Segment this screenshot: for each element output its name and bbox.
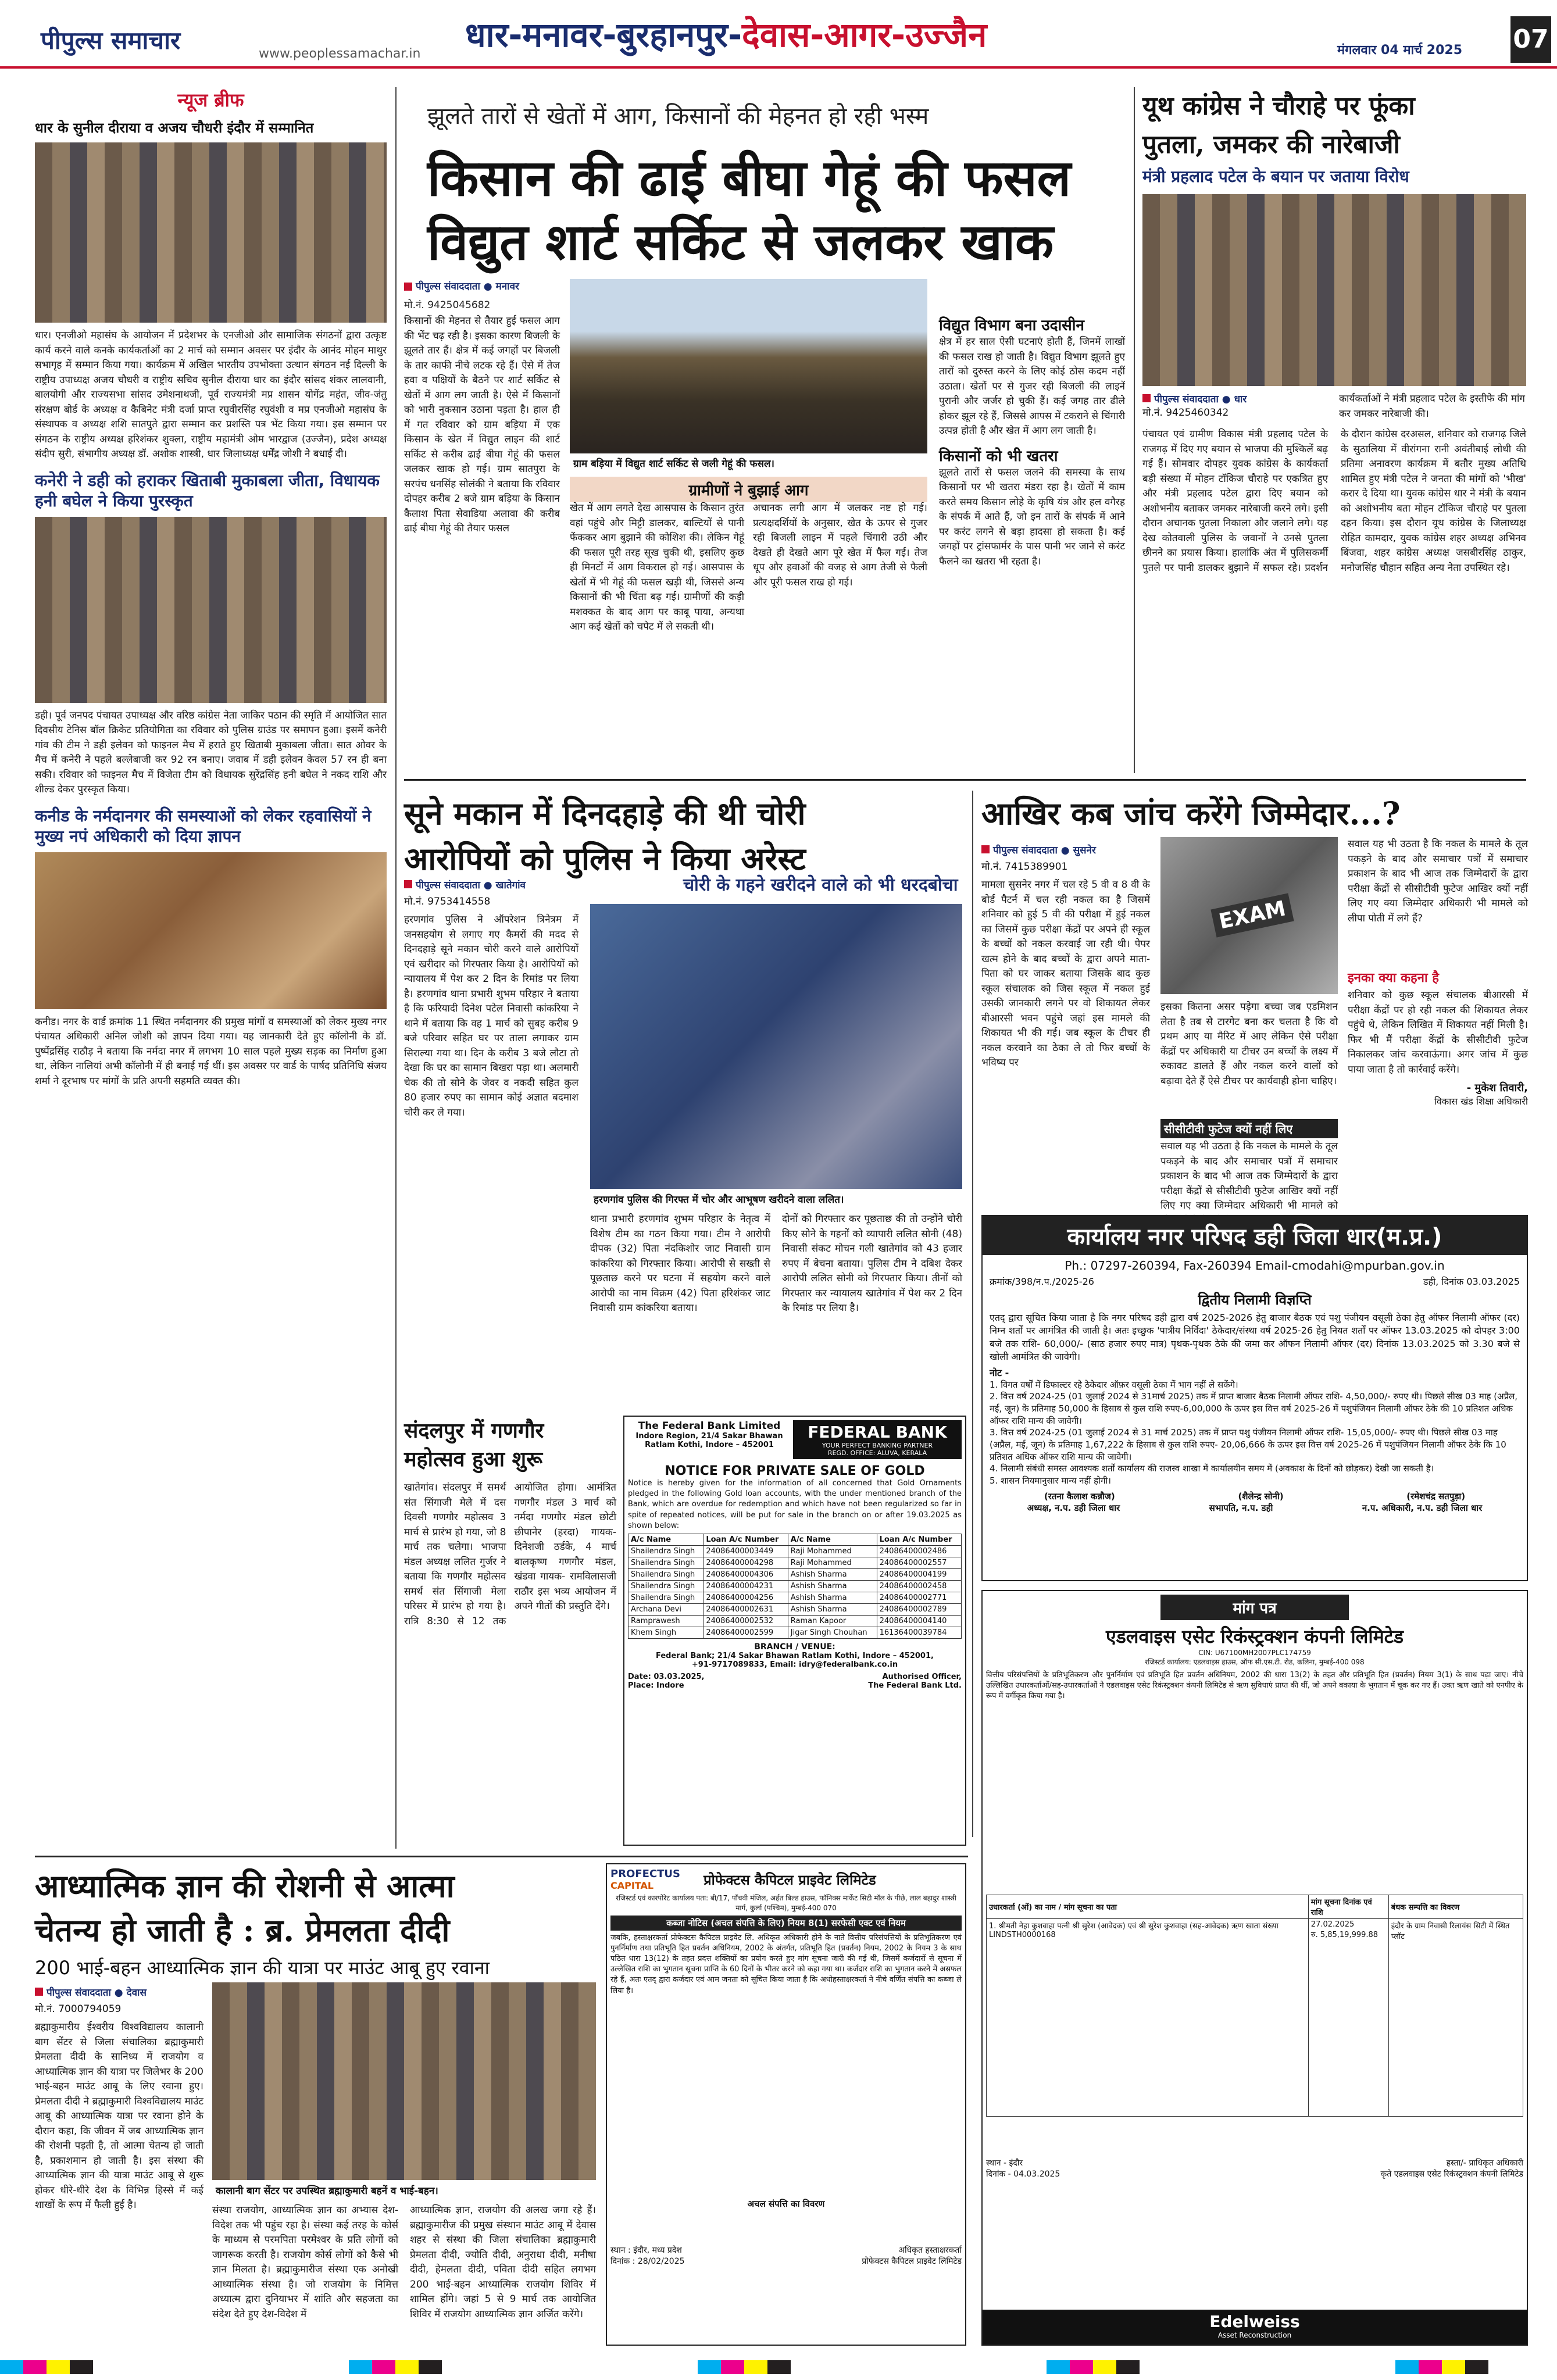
youth-headline-1: यूथ कांग्रेस ने चौराहे पर फूंका — [1142, 91, 1415, 121]
table-row — [628, 1592, 962, 1603]
exam-byline-text: पीपुल्स संवाददाता ● सुसनेर — [993, 845, 1096, 856]
theft-headline-1: सूने मकान में दिनदहाड़े की थी चोरी — [404, 795, 806, 832]
section-title-right: देवास-आगर-उज्जैन — [742, 15, 987, 55]
theft-headline-2: आरोपियों को पुलिस ने किया अरेस्ट — [404, 840, 806, 877]
spiritual-headline-1: आध्यात्मिक ज्ञान की रोशनी से आत्मा — [35, 1867, 455, 1904]
table-cell: Raji Mohammed — [788, 1545, 877, 1557]
gangaur-body: खातेगांव। संदलपुर में समर्थ संत सिंगाजी मेले में दस दिवसी गणगौर महोत्सव 3 मार्च से प्रारंभ हो गया, जो 8 मार्च तक चलेगा। भाजपा मंडल अध्यक्ष ललित गुर्जर ने बताया कि गणगौर महोत्सव समर्थ संत सिंगाजी मेला परिसर में प्रारंभ हो गया है। रात्रि 8:30 से 12 तक आयोजित होगा। आमंत्रित गणगौर मंडल 3 मार्च को नर्मदा गणगौर मंडल छोटी छीपानेर (हरदा) गायक- दिनेशजी ठर्डके, 4 मार्च बालकृष्ण गणगौर मंडल, खंडवा गायक- रामविलासजी राठौर इस भव्य आयोजन में अपने गीतों की प्रस्तुति देंगे। — [404, 1482, 616, 1627]
spiritual-body1: ब्रह्माकुमारीय ईश्वरीय विश्वविद्यालय कालानी बाग सेंटर से जिला संचालिका ब्रह्माकुमारी प्रेमलता दीदी के सानिध्य में राजयोग व आध्यात्मिक ज्ञान की यात्रा पर जिलेभर के 200 भाई-बहन माउंट आबू के लिए रवाना हुए। प्रेमलता दीदी ने ब्रह्माकुमारी विश्वविद्यालय माउंट आबू की आध्यात्मिक यात्रा पर रवाना होने के दौरान कहा, कि जीवन में जब आध्यात्मिक ज्ञान की रोशनी पड़ती है, तो आत्मा चेतन्य हो जाती है, प्रकाशमान हो जाती है। इस संस्था की आध्यात्मिक ज्ञान की यात्रा माउंट आबू से शुरू होकर धीरे-धीरे देश के विभिन्न हिस्से में कई शाखों के रूप में फैली हुई है। — [35, 2021, 203, 2211]
table-row — [628, 1603, 962, 1615]
table-cell — [1308, 1919, 1388, 2117]
youth-headline-2: पुतला, जमकर की नारेबाजी — [1142, 130, 1400, 159]
table-cell: Shailendra Singh — [628, 1568, 703, 1580]
gangaur-headline-2: महोत्सव हुआ शुरू — [404, 1447, 543, 1471]
brief-item1-photo — [35, 142, 387, 323]
brief-item2-body: डही। पूर्व जनपद पंचायत उपाध्यक्ष और वरिष्ठ कांग्रेस नेता जाकिर पठान की स्मृति में आयोजित सात दिवसीय टेनिस बॉल क्रिकेट प्रतियोगिता का रविवार को पुलिस ग्राउंड पर समापन हुआ। इसमें कनेरी गांव की टीम ने डही इलेवन को फाइनल मैच में हराते हुए खिताबी मुकाबला जीता। सात ओवर के मैच में कनेरी ने पहले बल्लेबाजी कर 92 रन बनाए। जवाब में डही इलेवन केवल 57 रन ही बना सकी। रविवार को फाइनल मैच में विजेता टीम को विधायक सुरेंद्रसिंह हनी बघेल ने नकद राशि और शील्ड देकर पुरस्कृत किया। — [35, 709, 387, 795]
table-header: मांग सूचना दिनांक एवं राशि — [1308, 1895, 1388, 1919]
federal-regd: REGD. OFFICE: ALUVA, KERALA — [827, 1449, 927, 1457]
federal-contact[interactable]: +91-9717089833, Email: idry@federalbank.co.in — [691, 1660, 898, 1669]
dahi-title: कार्यालय नगर परिषद डही जिला धार(म.प्र.) — [983, 1216, 1527, 1255]
table-cell: Shailendra Singh — [628, 1557, 703, 1568]
lead-box-head: ग्रामीणों ने बुझाई आग — [570, 477, 927, 502]
table-cell: 24086400002631 — [703, 1603, 788, 1615]
dahi-role: सभापति, न.प. डही — [1209, 1502, 1273, 1513]
youth-photo — [1142, 194, 1526, 386]
website[interactable]: www.peoplessamachar.in — [259, 47, 421, 61]
theft-byline-text: पीपुल्स संवाददाता ● खातेगांव — [416, 880, 526, 891]
table-cell: Raman Kapoor — [788, 1615, 877, 1627]
dahi-note: नोट - — [990, 1367, 1009, 1378]
table-row — [628, 1615, 962, 1627]
spiritual-subhead: 200 भाई-बहन आध्यात्मिक ज्ञान की यात्रा पर माउंट आबू हुए रवाना — [35, 1957, 490, 1979]
table-cell: 24086400002486 — [877, 1545, 961, 1557]
table-cell: 24086400004298 — [703, 1557, 788, 1568]
lead-body-col2: खेत में आग लगते देख आसपास के किसान तुरंत वहां पहुंचे और मिट्टी डालकर, बाल्टियों से पानी फेंककर आग बुझाने की कोशिश की। लेकिन गेहूं की फसल पूरी तरह सूख चुकी थी, इसलिए कुछ ही मिनटों में आग विकराल हो गई। आसपास के खेतों में भी गेहूं की फसल खड़ी थी, जिससे अन्य किसानों की भी चिंता बढ़ गई। ग्रामीणों की कड़ी मशक्कत के बाद आग पर काबू पाया, अन्यथा आग कई खेतों को चपेट में ले सकती थी। — [570, 502, 744, 632]
federal-logo-text: FEDERAL BANK — [808, 1423, 947, 1442]
brief-item3-body: कनीड। नगर के वार्ड क्रमांक 11 स्थित नर्मदानगर की प्रमुख मांगों व समस्याओं को लेकर मुख्य नगर पंचायत अधिकारी अनिल जोशी को ज्ञापन दिया गया। यह जानकारी देते हुए कॉलोनी के डॉ. पुष्पेंद्रसिंह राठौड़ ने बताया कि नर्मदा नगर में लगभग 10 साल पहले मुख्य सड़क का निर्माण हुआ था, लेकिन नालियां अभी कॉलोनी में ही बनाई गई थीं। इस अवसर पर वार्ड के पार्षद प्रतिनिधि संजय शर्मा ने दूरभाष पर मांगों के प्रति अपनी सहमति व्यक्त की। — [35, 1016, 387, 1087]
profectus-schedule-head: अचल संपत्ति का विवरण — [747, 2198, 825, 2209]
table-header: Loan A/c Number — [703, 1534, 788, 1545]
lead-side-body: क्षेत्र में हर साल ऐसी घटनाएं होती हैं, जिनमें लाखों की फसल राख हो जाती है। विद्युत विभाग झूलते हुए तारों को दुरुस्त करने के लिए कोई ठोस कदम नहीं उठाता। खेतों पर से गुजर रही बिजली की लाइनें पुरानी और जर्जर हो चुकी हैं। कई जगह तार ढीले होकर झूल रहे हैं, जिससे आपस में टकराने से चिंगारी उत्पन्न होती है और खेत में आग लग जाती है। — [939, 336, 1125, 437]
table-cell: 24086400002458 — [877, 1580, 961, 1592]
profectus-title: प्रोफेक्टस कैपिटल प्राइवेट लिमिटेड — [703, 1871, 876, 1888]
table-cell: 24086400002771 — [877, 1592, 961, 1603]
exam-photo — [1160, 837, 1338, 994]
profectus-sign2: प्रोफेक्टस कैपिटल प्राइवेट लिमिटेड — [862, 2256, 962, 2266]
dahi-item: 3. वित्त वर्ष 2024-25 (01 जुलाई 2024 से 31 मार्च 2025) तक में प्राप्त पशु पंजीयन निलामी ऑफर राशि- 15,05,000/- रुपए थी। पिछले सीख 03 माह (अप्रैल, मई, जून) के प्रतिमाह 1,67,222 के हिसाब से कुल राशि रुपए- 20,06,666 के ऊपर इस वित्त वर्ष 2025-26 में पशुपंजियन निलामी ऑफर ठेके कि 10 प्रतिशत अधिक ऑफर राशि मान्य की जावेगी। — [990, 1427, 1506, 1462]
federal-notice-title: NOTICE FOR PRIVATE SALE OF GOLD — [665, 1464, 925, 1478]
profectus-notice-body: जबकि, हस्ताक्षरकर्ता प्रोफेक्टस कैपिटल प्राइवेट लि. अधिकृत अधिकारी होने के नाते वित्तीय परिसंपत्तियों के प्रतिभूतिकरण एवं पुनर्निर्माण तथा प्रतिभूति हित प्रवर्तन अधिनियम, 2002 के अंतर्गत, प्रतिभूति हित (प्रवर्तन) नियम, 2002 के नियम 3 के साथ पठित धारा 13(12) के तहत प्रदत्त शक्तियों का प्रयोग करते हुए मांग सूचना जारी की गई थी, जिसमें कर्जदारों से सूचना में उल्लेखित राशि का भुगतान सूचना प्राप्ति के 60 दिनों के भीतर करने को कहा गया था। कर्जदार राशि का भुगतान करने में असफल रहे हैं, अतः एतद् द्वारा कर्जदार एवं आम जनता को सूचित किया जाता है कि अधोहस्ताक्षरकर्ता ने नीचे वर्णित संपत्ति का कब्जा ले लिया है। — [610, 1933, 962, 1995]
lead-mobile: मो.नं. 9425045682 — [404, 299, 491, 311]
edelweiss-notice-date: 27.02.2025 — [1310, 1920, 1355, 1929]
lead-photo-caption: ग्राम बड़िया में विद्युत शार्ट सर्किट से जली गेहूं की फसल। — [570, 455, 927, 471]
youth-body: पंचायत एवं ग्रामीण विकास मंत्री प्रहलाद पटेल के राजगढ़ में दिए गए बयान से भाजपा की मुश्किलें बढ़ गई हैं। सोमवार दोपहर युवक कांग्रेस के कार्यकर्ता बड़ी संख्या में मोहन टॉकिज चौराहे पर एकत्रित हुए और मंत्री प्रहलाद पटेल द्वारा दिए बयान को अशोभनीय बताकर जमकर नारेबाजी करने लगे। इसी दौरान अचानक पुतला निकाला और जलाने लगे। यह देख कोतवाली पुलिस के जवानों ने उनसे पुतला छीनने का प्रयास किया। हालांकि अंत में पुलिसकर्मी पुतले पर पानी डालकर बुझाने में सफल रहे। प्रदर्शन के दौरान कांग्रेस दरअसल, शनिवार को राजगढ़ जिले के सुठालिया में वीरांगना रानी अवंतीबाई लोधी की प्रतिमा अनावरण कार्यक्रम में बतौर मुख्य अतिथि शामिल हुए मंत्री पटेल ने जनता की मांगों को 'भीख' करार दे दिया था। युवक कांग्रेस धार ने मंत्री के बयान को अशोभनीय बता मोहन टॉकिज चौराहे पर पुतला दहन किया। इस दौरान यूथ कांग्रेस के जिलाध्यक्ष रोहित कामदार, युवक कांग्रेस शहर अध्यक्ष अभिनव बिंजवा, शहर कांग्रेस अध्यक्ष जसबीरसिंह ठाकुर, मनोजसिंह चौहान सहित अन्य नेता उपस्थित रहे। — [1142, 428, 1526, 574]
lead-byline-text: पीपुल्स संवाददाता ● मनावर — [416, 281, 519, 292]
edelweiss-notice — [981, 1590, 1528, 2346]
lead-side-head: विद्युत विभाग बना उदासीन — [939, 317, 1084, 334]
flag-icon — [35, 1988, 43, 1996]
spiritual-body3: आध्यात्मिक ज्ञान, राजयोग की अलख जगा रहे हैं। ब्रह्माकुमारीज की प्रमुख संस्थान माउंट आबू में देवास शहर से संस्था की जिला संचालिका ब्रह्माकुमारी प्रेमलता दीदी, ज्योति दीदी, अनुराधा दीदी, मनीषा दीदी, हेमलता दीदी, पविता दीदी सहित लगभग 200 भाई-बहन आध्यात्मिक राजयोग शिविर में शामिल होंगे। जहां 5 से 9 मार्च तक आयोजित शिविर में राजयोग आध्यात्मिक ज्ञान अर्जित करेंगे। — [410, 2204, 596, 2320]
table-cell: Shailendra Singh — [628, 1580, 703, 1592]
youth-byline — [1142, 392, 1329, 405]
spiritual-story — [35, 1863, 599, 2340]
table-cell: 24086400004231 — [703, 1580, 788, 1592]
dahi-sig: (रतना कैलाश कन्नौज) — [1044, 1491, 1115, 1502]
lead-story — [404, 81, 1128, 773]
dahi-item: 1. विगत वर्षों में डिफाल्टर रहे ठेकेदार ऑफ़र वसूली ठेका में भाग नहीं ले सकेंगे। — [990, 1379, 1238, 1390]
dahi-item: 5. शासन नियमानुसार मान्य नहीं होगी। — [990, 1475, 1111, 1486]
table-cell: Archana Devi — [628, 1603, 703, 1615]
gangaur-headline-1: संदलपुर में गणगौर — [404, 1418, 544, 1443]
paper-logo[interactable] — [41, 23, 180, 56]
print-color-strip — [0, 2360, 1557, 2374]
issue-date: मंगलवार 04 मार्च 2025 — [1337, 43, 1463, 58]
exam-quote-role: विकास खंड शिक्षा अधिकारी — [1434, 1096, 1528, 1107]
dahi-ref: क्रमांक/398/न.प./2025-26 — [990, 1276, 1094, 1287]
table-row — [987, 1919, 1523, 2117]
profectus-place: स्थान : इंदौर, मध्य प्रदेश — [610, 2245, 682, 2255]
lead-kicker: झूलते तारों से खेतों में आग, किसानों की मेहनत हो रही भस्म — [427, 103, 929, 130]
flag-icon — [404, 880, 412, 888]
theft-photo — [590, 904, 962, 1189]
exam-headline: आखिर कब जांच करेंगे जिम्मेदार...? — [981, 795, 1401, 832]
federal-sign2: The Federal Bank Ltd. — [868, 1681, 962, 1690]
news-brief — [35, 87, 387, 1866]
table-cell: Ashish Sharma — [788, 1568, 877, 1580]
dahi-sig: (शैलेन्द्र सोनी) — [1238, 1491, 1284, 1502]
table-header: Loan A/c Number — [877, 1534, 961, 1545]
table-row — [628, 1557, 962, 1568]
exam-body3-cont: सवाल यह भी उठता है कि नकल के मामले के तूल पकड़ने के बाद और समाचार पत्रों में समाचार प्रकाशन के बाद भी आज तक जिम्मेदारों के द्वारा परीक्षा केंद्रों से सीसीटीवी फुटेज आखिर क्यों नहीं लिए गए क्या जिम्मेदार अधिकारी भी मामले को लीपा पोती में लगे हैं? — [1348, 838, 1528, 924]
flag-icon — [1142, 394, 1151, 402]
table-cell: Shailendra Singh — [628, 1545, 703, 1557]
federal-name: The Federal Bank Limited — [638, 1420, 781, 1432]
table-cell: 24086400002789 — [877, 1603, 961, 1615]
spiritual-mobile: मो.नं. 7000794059 — [35, 2003, 122, 2015]
federal-notice-text: Notice is hereby given for the information of all concerned that Gold Ornaments pledged in the following Gold loan accounts, with the under mentioned branch of the Bank, which are overdue for redemption and which have not been regularized so far in spite of repeated notices, will be put for sale in the branch on or after 19.03.2025 as shown below: — [628, 1479, 962, 1530]
spiritual-byline — [35, 1985, 147, 1999]
dahi-item: 4. निलामी संबंधी समस्त आवश्यक शर्तों कार्यालय की राजस्व शाखा में कार्यालयीन समय में (अवकाश के दिनों को छोड़कर) देखी जा सकती है। — [990, 1463, 1434, 1474]
spiritual-photo-caption: कालानी बाग सेंटर पर उपस्थित ब्रह्माकुमारी बहनें व भाई-बहन। — [212, 2182, 596, 2199]
theft-body3: दोनों को गिरफ्तार कर पूछताछ की तो उन्होंने चोरी किए सोने के गहनों को व्यापारी ललित सोनी (48) निवासी संकट मोचन गली खातेगांव को 43 हजार रुपए में बेचना बताया। पुलिस टीम ने दबिश देकर आरोपी ललित सोनी को गिरफ्तार किया। तीनों को गिरफ्तार कर न्यायालय खातेगांव में पेश कर 2 दिन के रिमांड पर लिया है। — [782, 1213, 962, 1314]
table-cell: Ramprawesh — [628, 1615, 703, 1627]
lead-side-box — [939, 314, 1125, 767]
federal-logo — [793, 1420, 962, 1459]
dahi-role: अध्यक्ष, न.प. डही जिला धार — [1027, 1502, 1120, 1513]
youth-byline-text: पीपुल्स संवाददाता ● धार — [1154, 394, 1247, 405]
dahi-intro: एतद् द्वारा सूचित किया जाता है कि नगर परिषद डही द्वारा वर्ष 2025-2026 हेतु बाजार बैठक एवं पशु पंजीयन वसूली ठेका हेतु ऑफर निलामी ऑफर (दर) निम्न शर्तों पर आमंत्रित की जाती है। अतः इच्छुक 'पात्रीय निर्विदा' ठेकेदार/संस्था वर्ष 2025-26 हेतु नियत शर्तों पर ऑफर 13.03.2025 को दोपहर 3:00 बजे तक राशि- 60,000/- (साठ हजार रुपए मात्र) पृथक-पृथक ठेके की जमा कर ऑफन निलामी ऑफर (दर) दिनांक 13.03.2025 को 3.30 बजे से खोली आमंत्रित की जावेगी। — [990, 1312, 1520, 1363]
edelweiss-body: वित्तीय परिसंपत्तियों के प्रतिभूतिकरण और पुनर्निर्माण एवं प्रतिभूति हित प्रवर्तन अधिनियम, 2002 की धारा 13(2) के तहत और प्रतिभूति हित (प्रवर्तन) नियम 3(1) के साथ पढ़ा जाए। नीचे उल्लिखित उधारकर्ताओं/सह-उधारकर्ताओं ने एडलवाइस एसेट रिकंस्ट्रक्शन कंपनी लिमिटेड से ऋण सुविधाएं प्राप्त की थीं, जो अपने बकाया के भुगतान में चूक कर गए हैं। उक्त ऋण खाते को एनपीए के रूप में वर्गीकृत किया गया है। — [986, 1671, 1523, 1701]
youth-intro: कार्यकर्ताओं ने मंत्री प्रहलाद पटेल के इस्तीफे की मांग कर जमकर नारेबाजी की। — [1339, 393, 1525, 420]
edelweiss-footer — [983, 2310, 1527, 2345]
exam-quote-head: इनका क्या कहना है — [1348, 971, 1439, 985]
dahi-item: 2. वित्त वर्ष 2024-25 (01 जुलाई 2024 से 31मार्च 2025) तक में प्राप्त बाजार बैठक निलामी ऑफर राशि- 4,50,000/- रुपए थी। पिछले सीख 03 माह (अप्रैल, मई, जून) के प्रतिमाह 50,000 के हिसाब से कुल राशि रुपए-6,00,000 के ऊपर इस वित्त वर्ष 2025-26 में पशुपंजियन निलामी ऑफर ठेके की 10 प्रतिशत अधिक ऑफर राशि मान्य की जावेगी। — [990, 1391, 1518, 1426]
theft-body1: हरणगांव पुलिस ने ऑपरेशन त्रिनेत्रम में जनसहयोग से लगाए गए कैमरों की मदद से दिनदहाड़े सूने मकान चोरी करने वाले आरोपियों एवं खरीदार को गिरफ्तार किया है। आरोपियों को न्यायालय में पेश कर 2 दिन के रिमांड पर लिया है। हरणगांव थाना प्रभारी शुभम परिहार ने बताया है कि फरियादी दिनेश पटेल निवासी कांकरिया ने थाने में बताया कि वह 1 मार्च को सुबह करीब 9 बजे परिवार सहित घर पर ताला लगाकर ग्राम सिराल्या गया था। दिन के करीब 3 बजे लौटा तो देखा कि घर का सामान बिखरा पड़ा था। अलमारी चेक की तो सोने के जेवर व नकदी सहित कुल 80 हजार रुपए का सामान कोई अज्ञात बदमाश चोरी कर ले गया। — [404, 914, 578, 1118]
column-divider — [1134, 87, 1135, 773]
spiritual-body2: संस्था राजयोग, आध्यात्मिक ज्ञान का अभ्यास देश-विदेश तक भी पहुंच रहा है। संस्था कई तरह के कोर्स के माध्यम से परमपिता परमेश्वर के प्रति लोगों को जागरूक करती है। राजयोग कोर्स लोगों को कैसे भी ज्ञान मिलता है। ब्रह्माकुमारीज संस्था एक अनोखी आध्यात्मिक संस्था है। जो राजयोग के निमित्त अध्यात्म द्वारा दुनियाभर में शांति और सहजता का संदेश देते हुए देश-विदेश में — [212, 2204, 398, 2320]
edelweiss-table — [986, 1895, 1523, 2117]
brief-item1-body: धार। एनजीओ महासंघ के आयोजन में प्रदेशभर के एनजीओ और सामाजिक संगठनों द्वारा उत्कृष्ट कार्य करने वाले कनके कार्यकर्ताओं का 2 मार्च को सम्मान अवसर पर इंदौर के आनंद मोहन माथुर सभागृह में सम्मान किया गया। कार्यक्रम में अखिल भारतीय उपभोक्ता उत्थान संगठन नई दिल्ली के राष्ट्रीय उपाध्यक्ष अजय चौधरी व राष्ट्रीय सचिव सुनील दीराया धार का इंदौर सांसद शंकर लालवानी, बालयोगी और राज्यसभा सांसद उमेशनाथजी, पूर्व राज्यमंत्री मप्र शासन योगेंद्र महंत, जीव-जंतु संरक्षण बोर्ड के अध्यक्ष व कैबिनेट मंत्री दर्जा प्राप्त रघुवीरसिंह रघुवंशी व मप्र एनजीओ महासंघ के संस्थापक व अध्यक्ष शशि सातपुते द्वारा सम्मान कर प्रशस्ति पत्र भेंट किया गया। इस सम्मान पर संगठन के राष्ट्रीय अध्यक्ष हरिशंकर शुक्ला, राष्ट्रीय महामंत्री ओम भारद्वाज (उज्जैन), प्रदेश अध्यक्ष संदीप सुरी, संभागीय अध्यक्ष डॉ. अशोक शास्त्री, धार जिलाध्यक्ष धर्मेंद्र जोशी ने बधाई दी। — [35, 330, 387, 460]
spiritual-headline-2: चेतन्य हो जाती है : ब्र. प्रेमलता दीदी — [35, 1911, 450, 1949]
youth-story — [1142, 87, 1526, 773]
exam-quote-name: - मुकेश तिवारी, — [1466, 1082, 1528, 1094]
table-header: A/c Name — [788, 1534, 877, 1545]
table-header: A/c Name — [628, 1534, 703, 1545]
dahi-date: डही, दिनांक 03.03.2025 — [1423, 1276, 1520, 1287]
section-rule — [404, 779, 1526, 781]
profectus-logo-top: PROFECTUS — [610, 1868, 681, 1880]
exam-body2: इसका कितना असर पड़ेगा बच्चा जब एडमिशन लेता है तब से टारगेट बना कर चलता है कि वो प्रथम आए या मैरिट में आए लेकिन ऐसे परीक्षा केंद्रों पर अधिकारी या टीचर उन बच्चों के लक्ष्य में रुकावट डालते हैं और नकल करने वालों को बढ़ावा देते हैं ऐसे टीचर पर कार्यवाही होना चाहिए। — [1160, 1001, 1338, 1087]
federal-date: Date: 03.03.2025, — [628, 1672, 705, 1681]
table-cell: 24086400002557 — [877, 1557, 961, 1568]
federal-table — [628, 1534, 962, 1639]
exam-story — [981, 791, 1528, 1212]
exam-box-head: सीसीटीवी फुटेज क्यों नहीं लिए — [1160, 1119, 1338, 1138]
brief-label — [35, 87, 387, 112]
table-cell: Ashish Sharma — [788, 1592, 877, 1603]
federal-notice — [623, 1416, 966, 1846]
edelweiss-cin: CIN: U67100MH2007PLC174759 — [1198, 1649, 1311, 1657]
lead-side-head2: किसानों को भी खतरा — [939, 447, 1058, 465]
brief-item2-head: कनेरी ने डही को हराकर खिताबी मुकाबला जीता, विधायक हनी बघेल ने किया पुरस्कृत — [35, 470, 380, 510]
edelweiss-address: रजिस्टर्ड कार्यालय: एडलवाइस हाउस, ऑफ सी.एस.टी. रोड, कलिना, मुम्बई-400 098 — [1145, 1658, 1365, 1666]
dahi-heading: द्वितीय निलामी विज्ञप्ति — [1198, 1292, 1312, 1308]
edelweiss-logo: Edelweiss — [1209, 2312, 1300, 2331]
edelweiss-sign: हस्ता/- प्राधिकृत अधिकारी — [1446, 2159, 1523, 2168]
lead-headline-2: विद्युत शार्ट सर्किट से जलकर खाक — [427, 213, 1054, 271]
section-title — [465, 10, 987, 56]
brief-label-text: न्यूज ब्रीफ — [177, 89, 244, 111]
lead-body-col2b: अचानक लगी आग में जलकर नष्ट हो गई। प्रत्यक्षदर्शियों के अनुसार, खेत के ऊपर से गुजर रही बिजली लाइन में पहले चिंगारी उठी और देखते ही देखते आग पूरे खेत में फैल गई। तेज धूप और हवाओं की वजह से आग तेजी से फैली और पूरी फसल राख हो गई। — [753, 502, 927, 588]
profectus-date: दिनांक : 28/02/2025 — [610, 2256, 685, 2266]
dahi-role: न.प. अधिकारी, न.प. डही जिला धार — [1362, 1502, 1483, 1513]
exam-photo-label: EXAM — [1210, 893, 1294, 937]
profectus-logo-bottom: CAPITAL — [610, 1880, 654, 1891]
lead-side-body2: झूलते तारों से फसल जलने की समस्या के साथ किसानों पर भी खतरा मंडरा रहा है। खेतों में काम करते समय किसान लोहे के कृषि यंत्र और हल वगैरह के संपर्क में आते हैं, जो इन तारों के संपर्क में आने पर करंट लगने से बड़ा हादसा हो सकता है। कई जगहों पर ट्रांसफार्मर के पास पानी भर जाने से करंट फैलने का खतरा भी रहता है। — [939, 466, 1125, 567]
column-divider — [972, 791, 973, 1837]
table-cell: 24086400003449 — [703, 1545, 788, 1557]
table-cell: 24086400002532 — [703, 1615, 788, 1627]
youth-subhead: मंत्री प्रहलाद पटेल के बयान पर जताया विरोध — [1142, 167, 1409, 186]
exam-byline — [981, 843, 1096, 856]
edelweiss-place: स्थान - इंदौर — [986, 2159, 1023, 2168]
table-cell: 1. श्रीमती नेहा कुशवाहा पत्नी श्री सुरेश (आवेदक) एवं श्री सुरेश कुशवाहा (सह-आवेदक) ऋण खाता संख्या LINDSTH0000168 — [987, 1919, 1309, 2117]
dahi-notice — [981, 1215, 1528, 1581]
table-row — [628, 1545, 962, 1557]
table-row — [628, 1568, 962, 1580]
theft-photo-caption: हरणगांव पुलिस की गिरफ्त में चोर और आभूषण खरीदने वाला ललित। — [590, 1191, 962, 1207]
lead-headline-1: किसान की ढाई बीघा गेहूं की फसल — [427, 149, 1071, 208]
dahi-sig: (रमेशचंद्र सतपुड़ा) — [1406, 1491, 1466, 1502]
table-cell: 24086400004199 — [877, 1568, 961, 1580]
gangaur-story — [404, 1416, 616, 1846]
edelweiss-sign2: कृते एडलवाइस एसेट रिकंस्ट्रक्शन कंपनी लिमिटेड — [1380, 2170, 1523, 2179]
profectus-notice — [606, 1863, 966, 2346]
table-header: उधारकर्ता (ओं) का नाम / मांग सूचना का पता — [987, 1895, 1309, 1919]
federal-tagline: YOUR PERFECT BANKING PARTNER — [822, 1442, 933, 1449]
exam-quote: शनिवार को कुछ स्कूल संचालक बीआरसी में परीक्षा केंद्रों पर हो रही नकल की शिकायत लेकर पहुंचे थे, लेकिन लिखित में शिकायत नहीं मिली है। फिर भी मैं परीक्षा केंद्रों के सीसीटीवी फुटेज निकालकर जांच करवाऊंगा। अगर जांच में कुछ पाया जाता है तो कार्रवाई करेंगे। — [1348, 989, 1528, 1075]
table-cell: 24086400004140 — [877, 1615, 961, 1627]
masthead — [0, 0, 1557, 69]
theft-body2: थाना प्रभारी हरणगांव शुभम परिहार के नेतृत्व में विशेष टीम का गठन किया गया। टीम ने आरोपी दीपक (32) पिता नंदकिशोर जाट निवासी ग्राम कांकरिया को गिरफ्तार किया। आरोपी से सख्ती से पूछताछ करने पर घटना में सहयोग करने वाले आरोपी का नाम विक्रम (42) पिता हरिशंकर जाट निवासी ग्राम कांकरिया बताया। — [590, 1213, 770, 1314]
edelweiss-notice-amount: रु. 5,85,19,999.88 — [1310, 1931, 1379, 1939]
table-cell: Shailendra Singh — [628, 1592, 703, 1603]
spiritual-byline-text: पीपुल्स संवाददाता ● देवास — [47, 1987, 147, 1999]
youth-mobile: मो.नं. 9425460342 — [1142, 407, 1229, 419]
dahi-contact: Ph.: 07297-260394, Fax-260394 Email-cmodahi@mpurban.gov.in — [1065, 1259, 1445, 1273]
theft-byline — [404, 878, 526, 891]
edelweiss-logo-sub: Asset Reconstruction — [1217, 2331, 1292, 2339]
table-header: बंधक सम्पत्ति का विवरण — [1388, 1895, 1523, 1919]
theft-mobile: मो.नं. 9753414558 — [404, 896, 491, 907]
flag-icon — [981, 845, 990, 853]
paper-name: पीपुल्स समाचार — [41, 26, 181, 55]
brief-item3-photo — [35, 852, 387, 1009]
brief-item1-head: धार के सुनील दीराया व अजय चौधरी इंदौर में सम्मानित — [35, 120, 314, 136]
table-cell: इंदौर के ग्राम निवासी रिलायंस सिटी में स्थित प्लॉट — [1388, 1919, 1523, 2117]
federal-address: Indore Region, 21/4 Sakar Bhawan Ratlam Kothi, Indore – 452001 — [635, 1432, 783, 1449]
exam-body3: सवाल यह भी उठता है कि नकल के मामले के तूल पकड़ने के बाद और समाचार पत्रों में समाचार प्रकाशन के बाद भी आज तक जिम्मेदारों के द्वारा परीक्षा केंद्रों से सीसीटीवी फुटेज आखिर क्यों नहीं लिए गए क्या जिम्मेदार अधिकारी भी मामले को — [1160, 1141, 1338, 1212]
spiritual-photo — [212, 1982, 596, 2180]
theft-subhead: चोरी के गहने खरीदने वाले को भी धरदबोचा — [683, 875, 958, 895]
edelweiss-title: एडलवाइस एसेट रिकंस्ट्रक्शन कंपनी लिमिटेड — [1105, 1625, 1404, 1648]
table-cell: Ashish Sharma — [788, 1603, 877, 1615]
lead-photo — [570, 279, 927, 453]
exam-mobile: मो.नं. 7415389901 — [981, 861, 1068, 873]
edelweiss-band: मांग पत्र — [1160, 1595, 1349, 1620]
federal-branch: Federal Bank; 21/4 Sakar Bhawan Ratlam Kothi, Indore – 452001, — [656, 1651, 934, 1660]
section-rule — [35, 1856, 968, 1857]
lead-body-col1: किसानों की मेहनत से तैयार हुई फसल आग की भेंट चढ़ रही है। इसका कारण बिजली के झूलते तार हैं। क्षेत्र में कई जगहों पर बिजली के तार काफी नीचे लटक रहे हैं। ऐसे में तेज हवा व पक्षियों के बैठने पर शार्ट सर्किट से खेतों में आग लग जाती है। ऐसे में किसानों को भारी नुकसान उठाना पड़ता है। हाल ही में गत रविवार को ग्राम बड़िया में एक किसान के खेत में विद्युत लाइन की शार्ट सर्किट से करीब ढाई बीघा गेहूं की फसल जलकर खाक हो गई। ग्राम सातपुरा के सरपंच धनसिंह सोलंकी ने बताया कि रविवार दोपहर करीब 2 बजे ग्राम बड़िया के किसान कैलाश पिता सेवाडिया अलावा की करीब ढाई बीघा गेहूं की तैयार फसल — [404, 315, 560, 534]
table-cell: 24086400004306 — [703, 1568, 788, 1580]
table-cell: Jigar Singh Chouhan — [788, 1627, 877, 1638]
table-cell: Ashish Sharma — [788, 1580, 877, 1592]
dahi-items — [983, 1379, 1527, 1487]
table-cell: 24086400002599 — [703, 1627, 788, 1638]
brief-item3-head: कनीड के नर्मदानगर की समस्याओं को लेकर रहवासियों ने मुख्य नपं अधिकारी को दिया ज्ञापन — [35, 806, 372, 846]
lead-byline — [404, 279, 519, 292]
column-divider — [395, 87, 397, 1849]
brief-item2-photo — [35, 517, 387, 703]
table-cell: 16136400039784 — [877, 1627, 961, 1638]
table-cell: Khem Singh — [628, 1627, 703, 1638]
federal-sign1: Authorised Officer, — [882, 1672, 962, 1681]
profectus-notice-head: कब्जा नोटिस (अचल संपत्ति के लिए) नियम 8(1) सरफेसी एक्ट एवं नियम — [610, 1916, 962, 1931]
exam-quote-box — [1348, 837, 1528, 1203]
theft-story — [404, 791, 965, 1407]
exam-body1: मामला सुसनेर नगर में चल रहे 5 वी व 8 वी के बोर्ड पैटर्न में चल रही नकल का है जिसमें शनिवार को हुई 5 वी की परीक्षा में हुई नकल का जिसमें कुछ परीक्षा केंद्रों पर अपने ही स्कूल के बच्चों को नकल करवाई जा रही थी। पेपर खत्म होने के बाद बच्चों के द्वारा अपने माता-पिता को घर जाकर बताया जिसके बाद कुछ स्कूल संचालक को जिस स्कूल में नकल हुई उसकी जानकारी लगने पर वो शिकायत लेकर बीआरसी भवन पहुंचे जहां इस मामले की शिकायत भी की गई। जब स्कूल के टीचर ही नकल करवाने का ठेका ले तो फिर बच्चों के भविष्य पर — [981, 879, 1150, 1069]
flag-icon — [404, 283, 412, 291]
federal-branch-label: BRANCH / VENUE: — [754, 1642, 835, 1652]
page-number: 07 — [1510, 16, 1551, 63]
edelweiss-date: दिनांक - 04.03.2025 — [986, 2170, 1060, 2179]
section-title-left: धार-मनावर-बुरहानपुर- — [465, 15, 742, 55]
profectus-address: रजिस्टर्ड एवं कारपोरेट कार्यालय पता: बी/17, पाँचवी मंजिल, अर्हत बिल्ड हाउस, फॉनिक्स मार्केट सिटी मॉल के पीछे, लाल बहादुर शास्त्री मार्ग, कुर्ला (पश्चिम), मुम्बई-400 070 — [616, 1894, 956, 1912]
profectus-logo — [610, 1868, 698, 1891]
table-row — [628, 1627, 962, 1638]
table-cell: 24086400004256 — [703, 1592, 788, 1603]
table-cell: Raji Mohammed — [788, 1557, 877, 1568]
profectus-sign: अधिकृत हस्ताक्षरकर्ता — [898, 2245, 962, 2255]
table-row — [628, 1580, 962, 1592]
federal-place: Place: Indore — [628, 1681, 684, 1690]
